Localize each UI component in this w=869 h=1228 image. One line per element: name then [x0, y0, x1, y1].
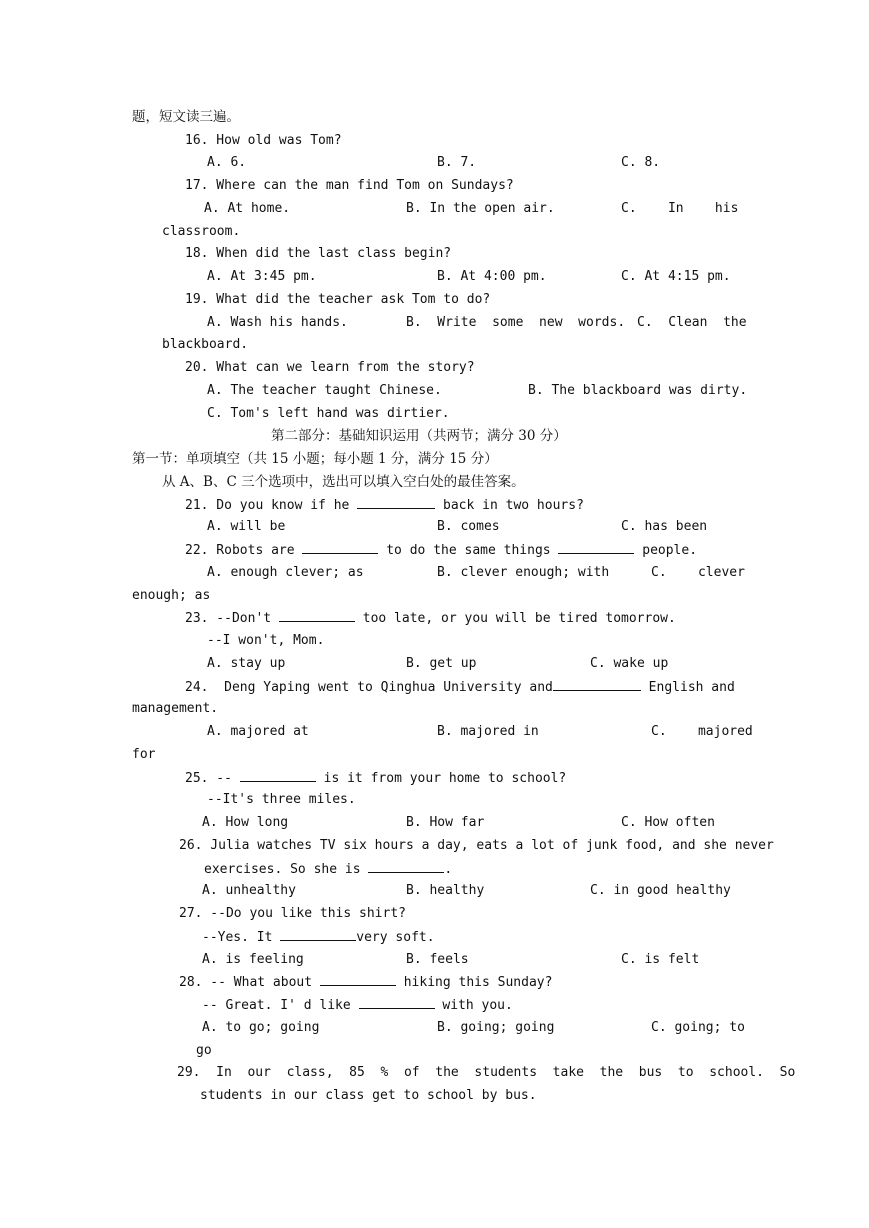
q23-reply: --I won't, Mom. [207, 633, 325, 648]
q26-stem: 26. Julia watches TV six hours a day, eats a lot of junk food, and she never [179, 838, 774, 853]
q23-option-b: B. get up [406, 656, 477, 671]
answer-blank [357, 496, 435, 509]
answer-blank [302, 541, 378, 554]
q28-option-a: A. to go; going [202, 1020, 320, 1035]
q18-option-b: B. At 4:00 pm. [437, 269, 547, 284]
section1-instructions: 从 A、B、C 三个选项中，选出可以填入空白处的最佳答案。 [162, 474, 525, 490]
q26-option-c: C. in good healthy [590, 883, 731, 898]
q22-option-a: A. enough clever; as [207, 565, 364, 580]
q18-option-a: A. At 3:45 pm. [207, 269, 317, 284]
q16-option-a: A. 6. [207, 155, 247, 170]
q23-option-a: A. stay up [207, 656, 286, 671]
q27-option-a: A. is feeling [202, 952, 304, 967]
q17-option-b: B. In the open air. [406, 201, 555, 216]
q25-option-c: C. How often [621, 815, 715, 830]
q21-option-c: C. has been [621, 519, 708, 534]
q29-stem-cont: students in our class get to school by bus. [200, 1088, 537, 1103]
q24-option-b: B. majored in [437, 724, 539, 739]
q19-option-c: C. Clean the [637, 315, 747, 330]
q28-option-b: B. going; going [437, 1020, 555, 1035]
q17-option-c: C. In his [621, 201, 739, 216]
answer-blank [359, 996, 435, 1009]
q27-option-c: C. is felt [621, 952, 700, 967]
q26-option-a: A. unhealthy [202, 883, 296, 898]
answer-blank [280, 928, 356, 941]
q19-stem: 19. What did the teacher ask Tom to do? [185, 292, 491, 307]
q19-option-a: A. Wash his hands. [207, 315, 348, 330]
part2-title: 第二部分：基础知识运用（共两节；满分 30 分） [271, 428, 567, 444]
q22-option-c: C. clever [651, 565, 745, 580]
q23-stem: 23. --Don't too late, or you will be tired tomorrow. [185, 611, 676, 626]
q24-option-c: C. majored [651, 724, 753, 739]
q25-option-b: B. How far [406, 815, 485, 830]
q21-stem: 21. Do you know if he back in two hours? [185, 498, 584, 513]
q18-option-c: C. At 4:15 pm. [621, 269, 731, 284]
q20-option-a: A. The teacher taught Chinese. [207, 383, 442, 398]
section1-title: 第一节：单项填空（共 15 小题；每小题 1 分，满分 15 分） [132, 451, 498, 467]
q20-option-c: C. Tom's left hand was dirtier. [207, 406, 450, 421]
q28-reply: -- Great. I' d like with you. [202, 998, 513, 1013]
q27-option-b: B. feels [406, 952, 469, 967]
q16-option-b: B. 7. [437, 155, 477, 170]
q20-option-b: B. The blackboard was dirty. [528, 383, 748, 398]
q17-option-c-cont: classroom. [162, 224, 241, 239]
answer-blank [279, 609, 355, 622]
answer-blank [240, 769, 316, 782]
q26-stem-cont: exercises. So she is . [204, 862, 453, 877]
q24-stem: 24. Deng Yaping went to Qinghua University and English and [185, 680, 735, 695]
q25-option-a: A. How long [202, 815, 289, 830]
q22-stem: 22. Robots are to do the same things people. [185, 543, 698, 558]
answer-blank [553, 678, 641, 691]
q28-option-c: C. going; to [651, 1020, 745, 1035]
q25-reply: --It's three miles. [207, 792, 356, 807]
answer-blank [368, 860, 444, 873]
answer-blank [320, 973, 396, 986]
q21-option-b: B. comes [437, 519, 500, 534]
q22-option-b: B. clever enough; with [437, 565, 610, 580]
q17-option-a: A. At home. [204, 201, 291, 216]
q17-stem: 17. Where can the man find Tom on Sundays? [185, 178, 514, 193]
q25-stem: 25. -- is it from your home to school? [185, 771, 567, 786]
q28-stem: 28. -- What about hiking this Sunday? [179, 975, 553, 990]
q16-stem: 16. How old was Tom? [185, 133, 342, 148]
q23-option-c: C. wake up [590, 656, 669, 671]
q22-option-c-cont: enough; as [132, 588, 211, 603]
q26-option-b: B. healthy [406, 883, 485, 898]
q27-reply: --Yes. It very soft. [202, 930, 435, 945]
answer-blank [558, 541, 634, 554]
intro-text: 题，短文读三遍。 [132, 109, 240, 125]
q19-option-b: B. Write some new words. [406, 315, 626, 330]
q27-stem: 27. --Do you like this shirt? [179, 906, 406, 921]
q16-option-c: C. 8. [621, 155, 661, 170]
q24-stem-cont: management. [132, 701, 219, 716]
q18-stem: 18. When did the last class begin? [185, 246, 452, 261]
q21-option-a: A. will be [207, 519, 286, 534]
q24-option-a: A. majored at [207, 724, 309, 739]
q29-stem: 29. In our class, 85 % of the students take the bus to school. So [177, 1065, 796, 1080]
q28-option-c-cont: go [196, 1043, 212, 1058]
q24-option-c-cont: for [132, 747, 156, 762]
q19-option-c-cont: blackboard. [162, 337, 249, 352]
q20-stem: 20. What can we learn from the story? [185, 360, 475, 375]
